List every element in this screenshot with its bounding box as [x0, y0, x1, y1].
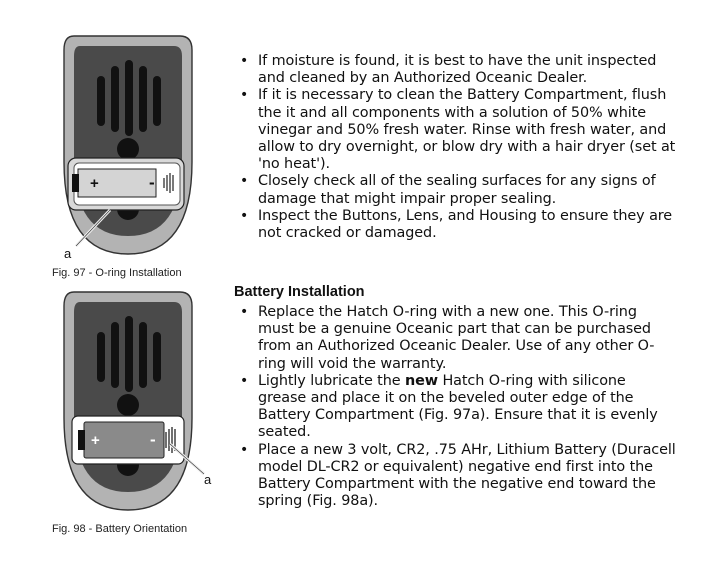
positive-terminal-label: +	[90, 175, 99, 192]
battery-installation-heading: Battery Installation	[234, 284, 365, 300]
battery-installation-bullet-list	[232, 304, 676, 510]
lubricate-text-suffix: Hatch O-ring with silicone grease and place it on the beveled outer edge of the Battery Compartment (Fig. 97a). Ensure that it is evenly seated.	[258, 372, 658, 441]
positive-terminal-label: +	[91, 432, 100, 449]
new-emphasis: new	[404, 372, 438, 389]
lubricate-text-prefix: Lightly lubricate the	[258, 372, 405, 389]
list-item: • If it is necessary to clean the Battery Compartment, flush the it and all components with a solution of 50% white vinegar and 50% fresh water. Rinse with fresh water, and allow to dry overnight, or blow dry with a hair dryer (set at 'no heat').	[232, 87, 676, 173]
list-item: • If moisture is found, it is best to have the unit inspected and cleaned by an Authorized Oceanic Dealer.	[232, 53, 676, 87]
list-item: • Replace the Hatch O-ring with a new one. This O-ring must be a genuine Oceanic part that can be purchased from an Authorized Oceanic Dealer. Use of any other O-ring will void the warranty.	[232, 304, 676, 373]
maintenance-bullet-list	[232, 53, 676, 242]
figure-97-caption: Fig. 97 - O-ring Installation	[52, 267, 182, 279]
battery-orientation-illustration	[58, 288, 218, 520]
list-item: • Closely check all of the sealing surfaces for any signs of damage that might impair proper sealing.	[232, 173, 676, 207]
list-item: • Place a new 3 volt, CR2, .75 AHr, Lithium Battery (Duracell model DL-CR2 or equivalent) negative end first into the Battery Compartment with the negative end toward the spring (Fig. 98a).	[232, 442, 676, 511]
negative-terminal-label: -	[149, 173, 155, 192]
figure-98	[58, 288, 218, 520]
list-item: • Inspect the Buttons, Lens, and Housing to ensure they are not cracked or damaged.	[232, 208, 676, 242]
figure-98-caption: Fig. 98 - Battery Orientation	[52, 523, 188, 535]
figure-98-callout: a	[204, 472, 212, 487]
list-item	[232, 373, 676, 442]
negative-terminal-label: -	[150, 430, 156, 449]
figure-97	[58, 32, 198, 264]
figure-97-callout: a	[64, 246, 72, 261]
o-ring-installation-illustration	[58, 32, 198, 264]
